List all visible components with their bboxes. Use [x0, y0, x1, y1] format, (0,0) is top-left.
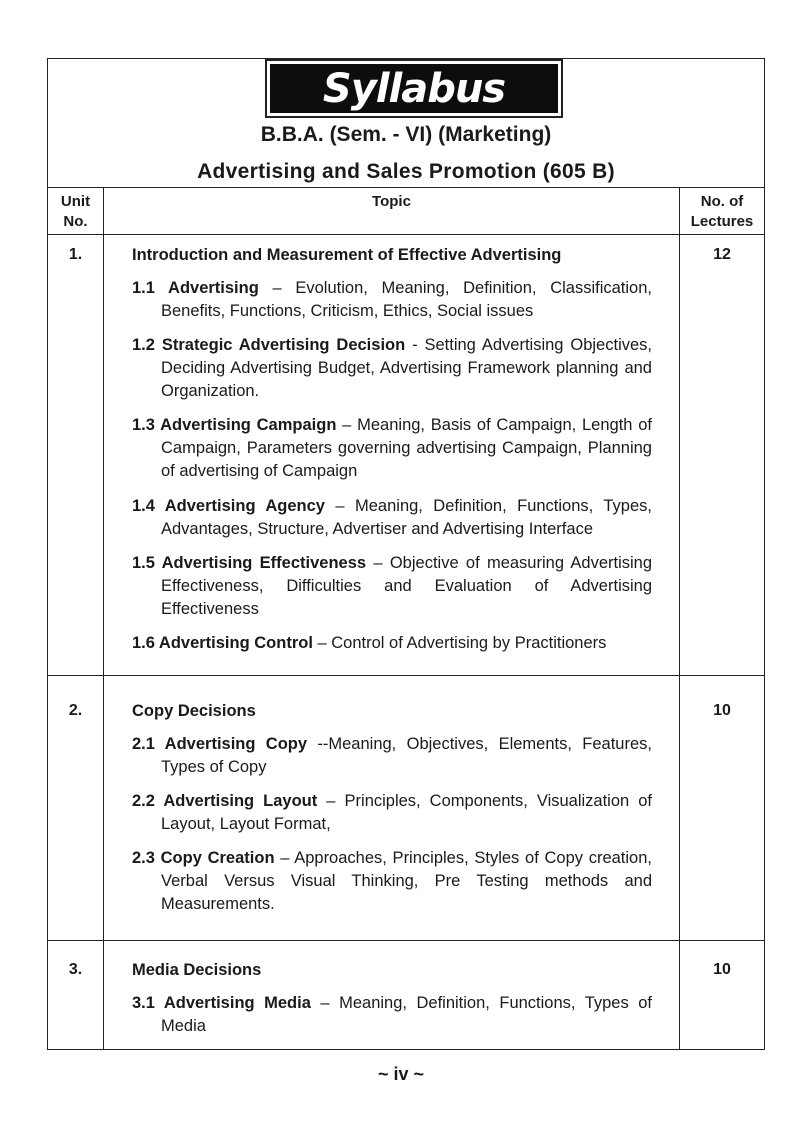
- course-heading: B.B.A. (Sem. - VI) (Marketing): [260, 123, 552, 146]
- lecture-count: 10: [713, 961, 731, 978]
- unit-1-bottom-rule: [48, 675, 764, 676]
- topic-item: 2.2 Advertising Layout – Principles, Components, Visualization of Layout, Layout Format,: [132, 792, 652, 833]
- syllabus-banner-text: Syllabus: [270, 64, 558, 113]
- unit-column-rule: [103, 188, 104, 1050]
- topic-column-header: Topic: [372, 193, 411, 210]
- unit-title: Media Decisions: [132, 961, 262, 979]
- topic-item: 2.3 Copy Creation – Approaches, Principles, Styles of Copy creation, Verbal Versus Visual Thinking, Pre Testing methods and Measurements.: [132, 849, 652, 913]
- lecture-count: 10: [713, 702, 731, 719]
- lectures-column-rule: [679, 188, 680, 1050]
- unit-number: 3.: [68, 961, 83, 978]
- topic-item: 1.3 Advertising Campaign – Meaning, Basis of Campaign, Length of Campaign, Parameters governing advertising Campaign, Planning of advertising of Campaign: [132, 416, 652, 480]
- table-top-rule: [48, 187, 764, 188]
- header-bottom-rule: [48, 234, 764, 235]
- unit-title: Copy Decisions: [132, 702, 256, 720]
- lectures-column-header: No. of Lectures: [690, 193, 754, 230]
- topic-item: 1.5 Advertising Effectiveness – Objective of measuring Advertising Effectiveness, Difficulties and Evaluation of Advertising Effectiveness: [132, 554, 653, 618]
- topic-item: 1.6 Advertising Control – Control of Advertising by Practitioners: [132, 634, 607, 652]
- unit-number: 1.: [68, 246, 83, 263]
- topic-item: 1.2 Strategic Advertising Decision - Setting Advertising Objectives, Deciding Advertising Budget, Advertising Framework planning and Organization.: [132, 336, 652, 400]
- topic-item: 3.1 Advertising Media – Meaning, Definition, Functions, Types of Media: [132, 994, 652, 1035]
- unit-2-bottom-rule: [48, 940, 764, 941]
- page-number: ~ iv ~: [377, 1064, 425, 1084]
- topic-item: 1.1 Advertising – Evolution, Meaning, Definition, Classification, Benefits, Functions, Criticism, Ethics, Social issues: [132, 279, 652, 320]
- topic-item: 2.1 Advertising Copy --Meaning, Objectives, Elements, Features, Types of Copy: [132, 735, 652, 776]
- unit-number: 2.: [68, 702, 83, 719]
- syllabus-banner: [265, 59, 563, 118]
- unit-title: Introduction and Measurement of Effective Advertising: [132, 246, 562, 264]
- lecture-count: 12: [713, 246, 731, 263]
- topic-item: 1.4 Advertising Agency – Meaning, Definition, Functions, Types, Advantages, Structure, Advertiser and Advertising Interface: [132, 497, 652, 538]
- unit-column-header: Unit No.: [60, 193, 91, 230]
- subject-heading: Advertising and Sales Promotion (605 B): [197, 160, 615, 183]
